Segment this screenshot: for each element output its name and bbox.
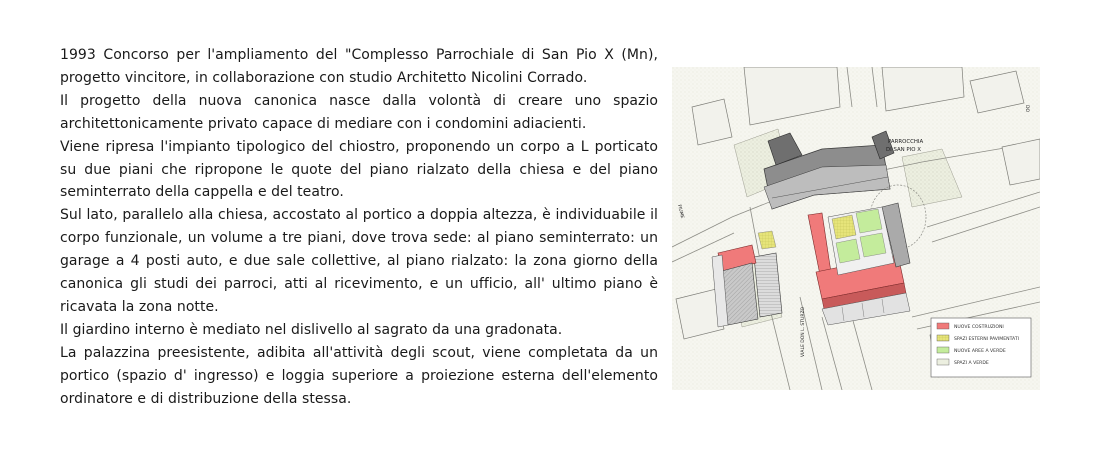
site-plan-drawing (672, 67, 1040, 390)
legend-swatch-green (937, 359, 949, 365)
paragraph-giardino: Il giardino interno è mediato nel dislivello al sagrato da una gradonata. (60, 321, 563, 338)
project-description (60, 44, 658, 411)
church-label-line2: DI SAN PIO X (886, 147, 921, 153)
legend-label-new-green: NUOVE AREE A VERDE (954, 349, 1006, 354)
legend-swatch-paved (937, 335, 949, 341)
paragraph-chiostro: Viene ripresa l'impianto tipologico del chiostro, proponendo un corpo a L porticato su due piani che ripropone le quote del piano rialzato della chiesa e del piano seminterrato della cappella e del teatro. (60, 138, 658, 201)
legend-swatch-new-green (937, 347, 949, 353)
paragraph-corpo-funzionale: Sul lato, parallelo alla chiesa, accostato al portico a doppia altezza, è individuabile il corpo funzionale, un volume a tre piani, dove trova sede: al piano seminterrato: un garage a 4 posti auto, e due sale collettive, al piano rialzato: la zona giorno della canonica gli studi dei parroci, atti al ricevimento, e un ufficio, all' ultimo piano è ricavata la zona notte. (60, 207, 658, 315)
legend-label-new-buildings: NUOVE COSTRUZIONI (954, 325, 1004, 330)
site-plan-svg (672, 67, 1040, 390)
paragraph-competition: 1993 Concorso per l'ampliamento del "Complesso Parrochiale di San Pio X (Mn), progetto vincitore, in collaborazione con studio Architetto Nicolini Corrado. (60, 47, 658, 86)
street-label-sturzo: VIALE DON L. STURZO (801, 306, 806, 357)
church-label-line1: PARROCCHIA (888, 139, 924, 145)
street-label-do: DO (1024, 105, 1029, 113)
street-label-fiume: FIUME (676, 204, 685, 220)
paragraph-canonica: Il progetto della nuova canonica nasce dalla volontà di creare uno spazio architettonicamente privato capace di mediare con i condomini adiacienti. (60, 92, 658, 132)
legend-label-paved: SPAZI ESTERNI PAVIMENTATI (954, 337, 1019, 342)
legend-label-green: SPAZI A VERDE (954, 361, 989, 366)
paragraph-palazzina: La palazzina preesistente, adibita all'attività degli scout, viene completata da un portico (spazio d' ingresso) e loggia superiore a proiezione esterna dell'elemento ordinatore e di distribuzione della stessa. (60, 344, 658, 407)
scout-building (712, 245, 782, 327)
legend-swatch-new-buildings (937, 323, 949, 329)
plan-legend (931, 318, 1031, 377)
